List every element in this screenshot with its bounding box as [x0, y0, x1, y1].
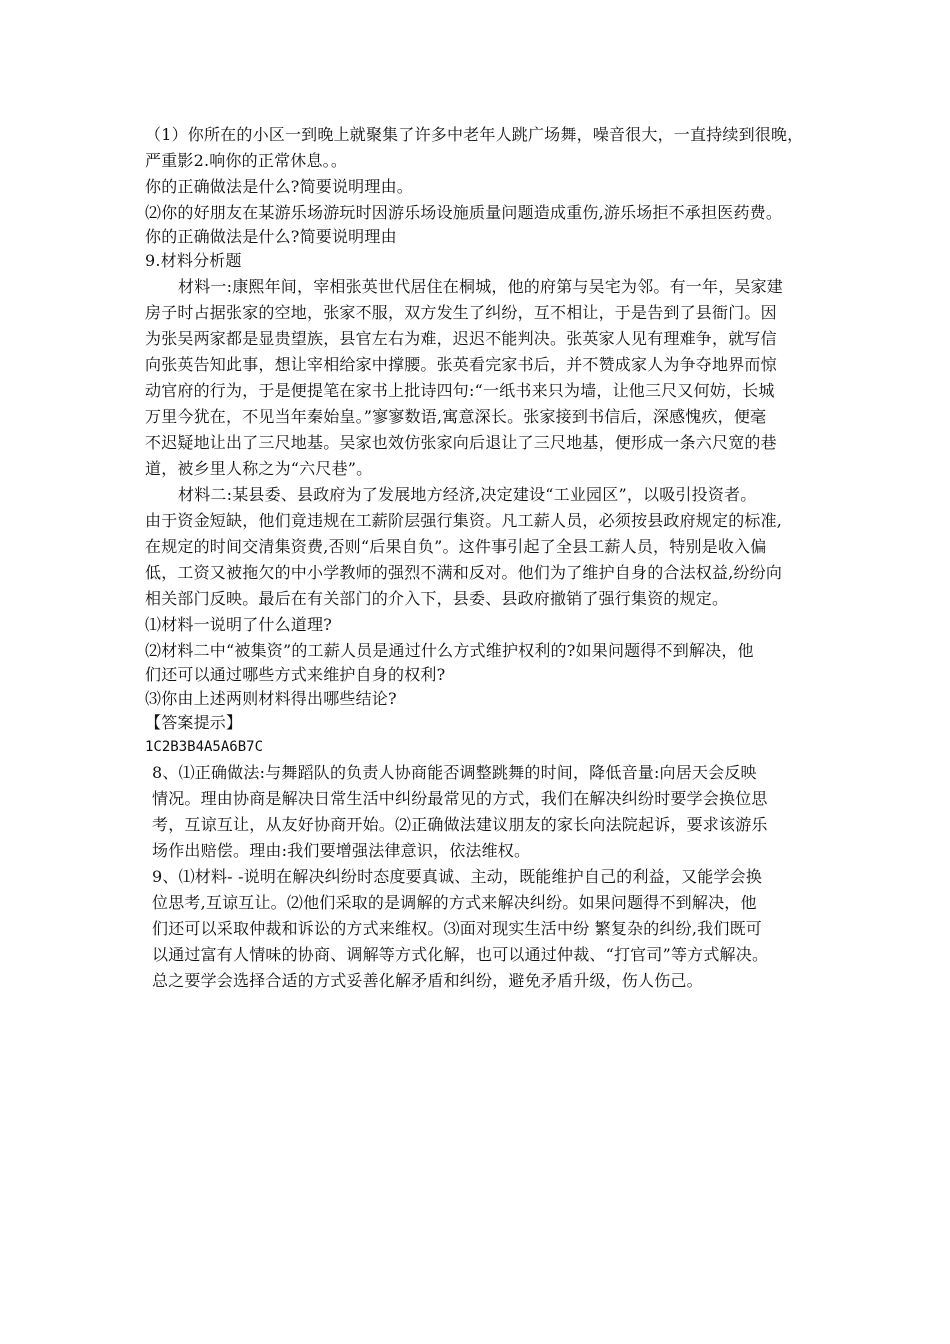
answer8-line-2: 情况。理由协商是解决日常生活中纠纷最常见的方式，我们在解决纠纷时要学会换位思	[152, 789, 768, 808]
q9-material1-line-7: 不迟疑地让出了三尺地基。吴家也效仿张家向后退让了三尺地基，便形成一条六尺宽的巷	[145, 433, 777, 452]
q8-part1-line-2: 严重影2.响你的正常休息。。	[145, 151, 348, 170]
q9-question-2-cont: 们还可以通过哪些方式来维护自身的权利?	[145, 665, 446, 684]
answer8-line-4: 场作出赔偿。理由:我们要增强法律意识，依法维权。	[152, 841, 531, 860]
q8-part2-ask: 你的正确做法是什么?简要说明理由	[145, 227, 397, 246]
q8-part1-ask: 你的正确做法是什么?简要说明理由。	[145, 177, 413, 196]
q9-material2-line-4: 低，工资又被拖欠的中小学教师的强烈不满和反对。他们为了维护自身的合法权益,纷纷向	[145, 563, 783, 582]
answer8-line-1: 8、⑴正确做法:与舞蹈队的负责人协商能否调整跳舞的时间，降低音量:向居天会反映	[152, 763, 757, 782]
q9-question-2: ⑵材料二中“被集资”的工薪人员是通过什么方式维护权利的?如果问题得不到解决，他	[145, 641, 754, 660]
q9-material1-line-2: 房子时占据张家的空地，张家不服，双方发生了纠纷，互不相让，于是告到了县衙门。因	[145, 303, 777, 322]
answer8-line-3: 考，互谅互让，从友好协商开始。⑵正确做法建议朋友的家长向法院起诉，要求该游乐	[152, 815, 768, 834]
q8-part1-line-1: （1）你所在的小区一到晚上就聚集了许多中老年人跳广场舞，噪音很大，一直持续到很晚，	[145, 125, 804, 144]
q9-question-1: ⑴材料一说明了什么道理?	[145, 615, 332, 634]
answer9-line-5: 总之要学会选择合适的方式妥善化解矛盾和纠纷，避免矛盾升级，伤人伤己。	[152, 971, 703, 990]
q9-material1-line-8: 道，被乡里人称之为“六尺巷”。	[145, 459, 373, 478]
answer9-line-2: 位思考,互谅互让。⑵他们采取的是调解的方式来解决纠纷。如果问题得不到解决，他	[152, 893, 757, 912]
q9-title: 9.材料分析题	[145, 251, 242, 270]
q9-material1-line-3: 为张吴两家都是显贵望族，县官左右为难，迟迟不能判决。张英家人见有理难争，就写信	[145, 329, 777, 348]
q9-material2-line-3: 在规定的时间交清集资费,否则“后果自负”。这件事引起了全县工薪人员，特别是收入偏	[145, 537, 767, 556]
answer9-line-3: 们还可以采取仲裁和诉讼的方式来维权。⑶面对现实生活中纷 繁复杂的纠纷,我们既可	[152, 919, 762, 938]
q9-material1-line-6: 万里今犹在，不见当年秦始皇。”寥寥数语,寓意深长。张家接到书信后，深感愧疚，便毫	[145, 407, 767, 426]
q9-question-3: ⑶你由上述两则材料得出哪些结论?	[145, 689, 397, 708]
answer9-line-4: 以通过富有人情味的协商、调解等方式化解，也可以通过仲裁、“打官司”等方式解决。	[152, 945, 769, 964]
q9-material2-line-2: 由于资金短缺，他们竟违规在工薪阶层强行集资。凡工薪人员，必须按县政府规定的标准,	[145, 511, 783, 530]
answers-choice-key: 1C2B3B4A5A6B7C	[145, 739, 264, 755]
q9-material2-line-5: 相关部门反映。最后在有关部门的介入下，县委、县政府撤销了强行集资的规定。	[145, 589, 729, 608]
q9-material1-line-4: 向张英告知此事，想让宰相给家中撑腰。张英看完家书后，并不赞成家人为争夺地界而惊	[145, 355, 777, 374]
q8-part2-line: ⑵你的好朋友在某游乐场游玩时因游乐场设施质量问题造成重伤,游乐场拒不承担医药费。	[145, 203, 783, 222]
answer9-line-1: 9、⑴材料- -说明在解决纠纷时态度要真诚、主动，既能维护自己的利益，又能学会换	[152, 867, 763, 886]
q9-material2-line-1: 材料二:某县委、县政府为了发展地方经济,决定建设“工业园区”，以吸引投资者。	[178, 485, 757, 504]
q9-material1-line-1: 材料一:康熙年间，宰相张英世代居住在桐城，他的府第与吴宅为邻。有一年，吴家建	[178, 277, 783, 296]
q9-material1-line-5: 动官府的行为，于是便提笔在家书上批诗四句:“一纸书来只为墙，让他三尺又何妨，长城	[145, 381, 775, 400]
answers-header: 【答案提示】	[145, 713, 243, 732]
